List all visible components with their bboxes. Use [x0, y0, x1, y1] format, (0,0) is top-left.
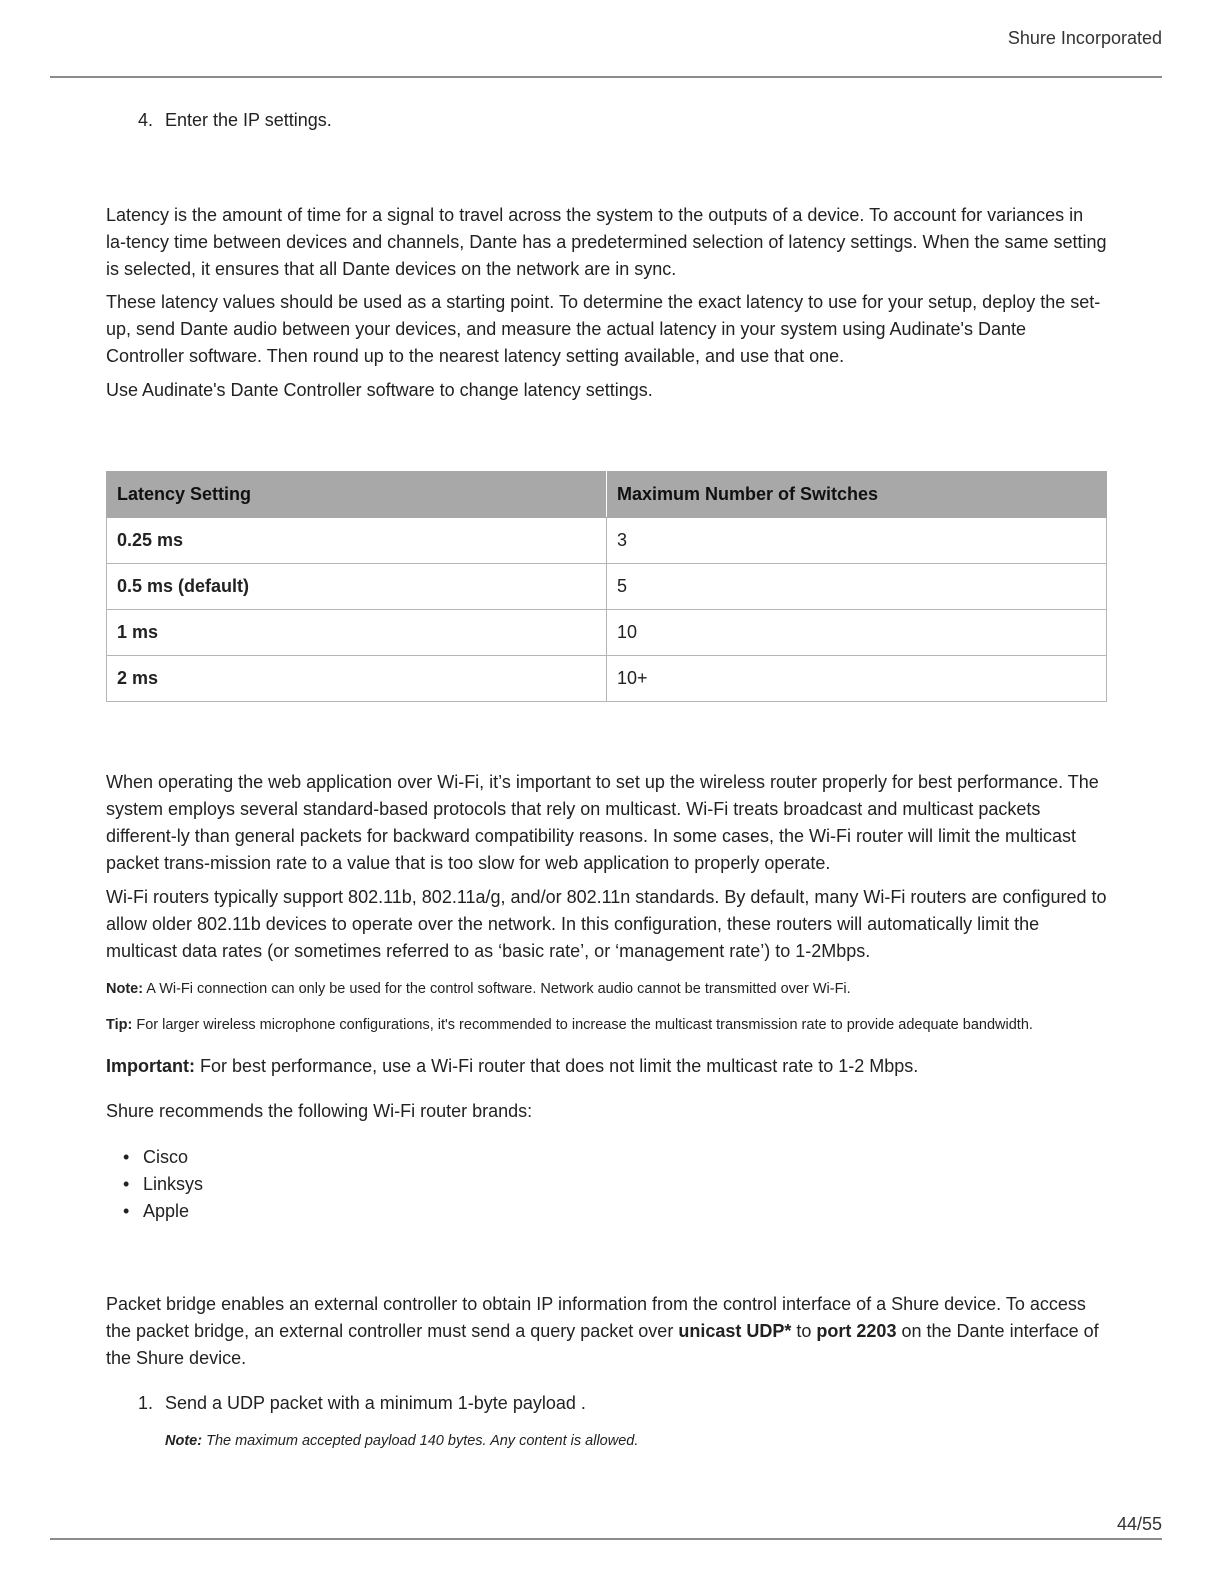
list-item — [123, 1198, 203, 1225]
ip-settings-step — [138, 108, 332, 132]
tip-text: For larger wireless microphone configurations, it's recommended to increase the multicast transmission rate to provide adequate bandwidth. — [136, 1017, 1033, 1033]
port-number: port 2203 — [816, 1321, 897, 1341]
protocol-name: unicast UDP* — [678, 1321, 792, 1341]
wifi-tip — [106, 1015, 1108, 1035]
note-label: Note: — [106, 981, 144, 997]
table-row — [107, 518, 1107, 564]
max-switches-cell: 10 — [607, 610, 1107, 656]
list-item — [123, 1144, 203, 1171]
list-item — [123, 1171, 203, 1198]
header-company-name: Shure Incorporated — [1007, 28, 1162, 48]
latency-setting-cell: 1 ms — [107, 610, 607, 656]
step-number: 4. — [138, 110, 154, 130]
header-divider — [50, 76, 1162, 78]
step-number: 1. — [138, 1393, 154, 1413]
packet-bridge-text: on the Dante interface of the Shure device. — [106, 1321, 1099, 1368]
brand-name: Linksys — [143, 1174, 204, 1194]
note-text: A Wi-Fi connection can only be used for the control software. Network audio cannot be transmitted over Wi-Fi. — [146, 981, 851, 997]
max-switches-cell: 5 — [607, 564, 1107, 610]
step-text: Enter the IP settings. — [165, 110, 332, 130]
page-number: 44/55 — [1116, 1514, 1162, 1534]
column-header-max-switches: Maximum Number of Switches — [607, 472, 1107, 518]
packet-bridge-text: to — [796, 1321, 812, 1341]
note-label: Note: — [165, 1433, 203, 1449]
latency-table — [106, 471, 1107, 702]
wifi-paragraph-2: Wi-Fi routers typically support 802.11b, 802.11a/g, and/or 802.11n standards. By default, many Wi-Fi routers are configured to allow older 802.11b devices to operate over the network. In this configuration, these routers will automatically limit the multicast data rates (or sometimes referred to as ‘basic rate’, or ‘management rate’) to 1-2Mbps. — [106, 887, 1107, 961]
important-label: Important: — [106, 1056, 195, 1076]
table-row — [107, 564, 1107, 610]
router-recommendation: Shure recommends the following Wi-Fi router brands: — [106, 1101, 533, 1121]
packet-bridge-text: Packet bridge enables an external controller to obtain IP information from the control interface of a Shure device. To access the packet bridge, an external controller must send a query packet over — [106, 1294, 1086, 1341]
tip-label: Tip: — [106, 1017, 133, 1033]
latency-paragraph-3: Use Audinate's Dante Controller software to change latency settings. — [106, 380, 653, 400]
brand-name: Cisco — [143, 1147, 189, 1167]
latency-paragraph-2: These latency values should be used as a starting point. To determine the exact latency to use for your setup, deploy the set-up, send Dante audio between your devices, and measure the actual latency in your system using Audinate's Dante Controller software. Then round up to the nearest latency setting available, and use that one. — [106, 292, 1101, 366]
packet-bridge-paragraph — [106, 1291, 1108, 1372]
step-text: Send a UDP packet with a minimum 1-byte payload . — [165, 1393, 586, 1413]
note-text: The maximum accepted payload 140 bytes. Any content is allowed. — [206, 1433, 639, 1449]
max-switches-cell: 10+ — [607, 656, 1107, 702]
router-brand-list — [123, 1144, 203, 1225]
max-switches-cell: 3 — [607, 518, 1107, 564]
wifi-paragraph-1: When operating the web application over Wi-Fi, it’s important to set up the wireless router properly for best performance. The system employs several standard-based protocols that rely on multicast. Wi-Fi treats broadcast and multicast packets different-ly than general packets for backward compatibility reasons. In some cases, the Wi-Fi router will limit the multicast packet trans-mission rate to a value that is too slow for web application to properly operate. — [106, 772, 1099, 873]
brand-name: Apple — [143, 1201, 190, 1221]
table-row — [107, 656, 1107, 702]
latency-table-header-row — [107, 472, 1107, 518]
payload-note — [165, 1431, 638, 1451]
important-text: For best performance, use a Wi-Fi router that does not limit the multicast rate to 1-2 Mbps. — [200, 1056, 919, 1076]
packet-bridge-step — [138, 1391, 586, 1415]
latency-setting-cell: 2 ms — [107, 656, 607, 702]
wifi-important — [106, 1053, 1108, 1080]
column-header-latency-setting: Latency Setting — [107, 472, 607, 518]
bullet-icon: • — [123, 1201, 130, 1221]
table-row — [107, 610, 1107, 656]
bullet-icon: • — [123, 1174, 130, 1194]
latency-paragraph-1: Latency is the amount of time for a signal to travel across the system to the outputs of a device. To account for variances in la-tency time between devices and channels, Dante has a predetermined selection of latency settings. When the same setting is selected, it ensures that all Dante devices on the network are in sync. — [106, 205, 1107, 279]
footer-divider — [50, 1538, 1162, 1540]
latency-setting-cell: 0.25 ms — [107, 518, 607, 564]
latency-setting-cell: 0.5 ms (default) — [107, 564, 607, 610]
wifi-note — [106, 979, 1108, 999]
bullet-icon: • — [123, 1147, 130, 1167]
